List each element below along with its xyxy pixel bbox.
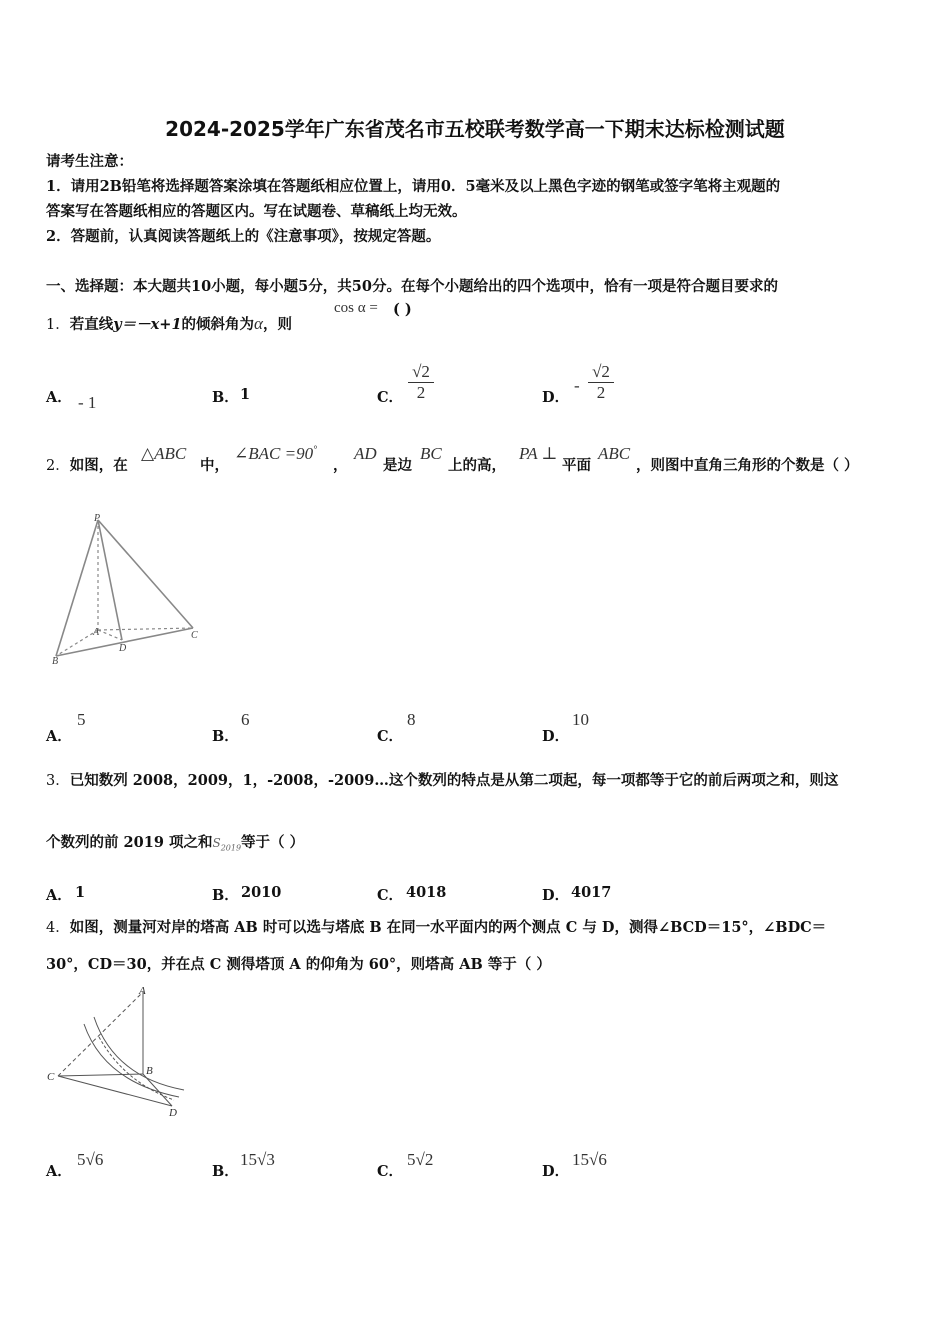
q2-pa-perp: PA ⊥: [519, 444, 558, 463]
question-1: [46, 314, 292, 335]
q1-cos-expr: cos α =: [334, 300, 378, 316]
section-heading: 一、选择题：本大题共10小题，每小题5分，共50分。在每个小题给出的四个选项中，恰有一项是符合题目要求的: [46, 278, 778, 295]
q3-option-b-label[interactable]: B．: [212, 887, 239, 904]
q2-ad: AD: [354, 444, 377, 463]
q4-option-d-label[interactable]: D．: [542, 1163, 570, 1180]
q1-d-numerator: √2: [592, 362, 610, 381]
q1-option-b-label[interactable]: B．: [212, 389, 239, 406]
q4-number: 4．: [46, 920, 70, 936]
q3-line-2b: 等于（ ）: [241, 834, 305, 851]
q4-fig-label-d: D: [169, 1107, 177, 1119]
q1-option-c-label[interactable]: C．: [377, 389, 404, 406]
q2-triangle: △ABC: [141, 444, 187, 463]
q4-option-b-label[interactable]: B．: [212, 1163, 239, 1180]
q1-alpha: α: [254, 314, 263, 333]
q3-option-c-value: 4018: [406, 884, 447, 901]
q3-line-1: 已知数列 2008，2009，1，-2008，-2009…这个数列的特点是从第二项起，每一项都等于它的前后两项之和，则这: [69, 772, 839, 789]
q2-fig-label-p: P: [94, 513, 101, 524]
q2-text-4: 是边: [383, 457, 412, 474]
segment-bd: [143, 1074, 172, 1106]
notice-heading: 请考生注意：: [46, 153, 133, 170]
q1-c-denominator: 2: [416, 383, 426, 402]
q2-text-3: ，: [333, 457, 348, 474]
edge-pb: [56, 520, 98, 656]
q4-tower-figure: [44, 982, 194, 1122]
q3-s2019: [212, 836, 242, 853]
edge-ad: [98, 630, 122, 640]
q4-option-b-value: 15√3: [240, 1150, 275, 1169]
river-ripple: [99, 1037, 174, 1100]
q4-option-c-value: 5√2: [407, 1150, 434, 1169]
q1-option-b-value: 1: [240, 386, 251, 403]
edge-pd: [98, 520, 122, 640]
q3-option-b-value: 2010: [241, 884, 282, 901]
q2-abc: ABC: [598, 444, 631, 463]
q2-angle: [234, 444, 317, 464]
page-title: 2024-2025学年广东省茂名市五校联考数学高一下期末达标检测试题: [165, 117, 785, 141]
river-bank-1: [84, 1024, 179, 1097]
q2-option-c-value: 8: [407, 710, 416, 729]
q4-line-1: 如图，测量河对岸的塔高 AB 时可以选与塔底 B 在同一水平面内的两个测点 C 与 D，测得∠BCD＝15°，∠BDC＝: [69, 919, 827, 936]
q3-option-c-label[interactable]: C．: [377, 887, 404, 904]
q2-pyramid-figure: [48, 508, 208, 668]
question-2: [46, 456, 128, 476]
q2-text-2: 中，: [200, 457, 229, 474]
q3-number: 3．: [46, 773, 70, 789]
q2-option-a-label[interactable]: A．: [46, 728, 72, 745]
q1-c-numerator: √2: [412, 362, 430, 381]
q4-fig-label-b: B: [146, 1065, 153, 1077]
segment-cb: [58, 1074, 143, 1076]
q1-d-sign: -: [574, 376, 580, 395]
q2-text-1: 如图，在: [69, 457, 128, 474]
q4-fig-label-c: C: [47, 1071, 55, 1083]
q1-option-a-label[interactable]: A．: [46, 389, 72, 406]
q1-text-2: 的倾斜角为: [181, 316, 255, 333]
q2-option-b-value: 6: [241, 710, 250, 729]
q1-text-1: 若直线: [69, 316, 114, 333]
q2-fig-label-b: B: [52, 656, 59, 667]
q1-option-a-value: - 1: [78, 393, 97, 412]
q2-text-7: ，则图中直角三角形的个数是（ ）: [636, 457, 859, 474]
q4-line-2: 30°，CD＝30，并在点 C 测得塔顶 A 的仰角为 60°，则塔高 AB 等于（ ）: [46, 956, 551, 973]
q2-text-5: 上的高，: [448, 457, 506, 474]
q1-d-denominator: 2: [596, 383, 606, 402]
q2-fig-label-a: A: [93, 627, 100, 638]
question-3: [46, 771, 838, 791]
q1-option-d-label[interactable]: D．: [542, 389, 570, 406]
q1-paren: ( ): [393, 301, 412, 318]
q1-line-equation: y＝－x+1: [113, 316, 182, 333]
q2-option-d-value: 10: [572, 710, 589, 729]
q1-option-d-value: [588, 362, 614, 403]
q3-option-a-label[interactable]: A．: [46, 887, 72, 904]
river-bank-2: [94, 1017, 184, 1090]
q1-option-c-value: [408, 362, 434, 403]
q2-option-b-label[interactable]: B．: [212, 728, 239, 745]
q4-option-a-label[interactable]: A．: [46, 1163, 72, 1180]
q4-option-d-value: 15√6: [572, 1150, 607, 1169]
q3-s-subscript: 2019: [220, 843, 242, 853]
edge-pc: [98, 520, 193, 628]
q2-option-c-label[interactable]: C．: [377, 728, 404, 745]
q1-text-3: ，则: [262, 316, 292, 333]
q2-fig-label-d: D: [119, 643, 127, 654]
q2-option-d-label[interactable]: D．: [542, 728, 570, 745]
q4-option-c-label[interactable]: C．: [377, 1163, 404, 1180]
q3-option-a-value: 1: [75, 884, 86, 901]
q2-degree: °: [313, 444, 318, 456]
notice-line-2: 2．答题前，认真阅读答题纸上的《注意事项》，按规定答题。: [46, 228, 441, 245]
edge-ac: [98, 628, 193, 630]
q2-fig-label-c: C: [191, 630, 198, 641]
q4-fig-label-a: A: [139, 985, 146, 997]
q3-line-2a: 个数列的前 2019 项之和: [46, 834, 213, 851]
notice-line-1b: 答案写在答题纸相应的答题区内。写在试题卷、草稿纸上均无效。: [46, 203, 467, 220]
q2-bc: BC: [420, 444, 442, 463]
q2-option-a-value: 5: [77, 710, 86, 729]
q4-option-a-value: 5√6: [77, 1150, 104, 1169]
question-4: [46, 918, 826, 938]
q3-option-d-value: 4017: [571, 884, 612, 901]
q2-number: 2．: [46, 458, 70, 474]
q2-angle-text: ∠BAC =90: [234, 444, 314, 463]
q1-number: 1．: [46, 317, 70, 333]
segment-ca: [58, 992, 143, 1076]
q3-line-2: [46, 833, 304, 858]
q3-option-d-label[interactable]: D．: [542, 887, 570, 904]
q2-text-6: 平面: [562, 457, 591, 474]
q3-s-symbol: S: [212, 836, 221, 850]
notice-line-1: 1．请用2B铅笔将选择题答案涂填在答题纸相应位置上，请用0．5毫米及以上黑色字迹的钢笔或签字笔将主观题的: [46, 178, 781, 195]
